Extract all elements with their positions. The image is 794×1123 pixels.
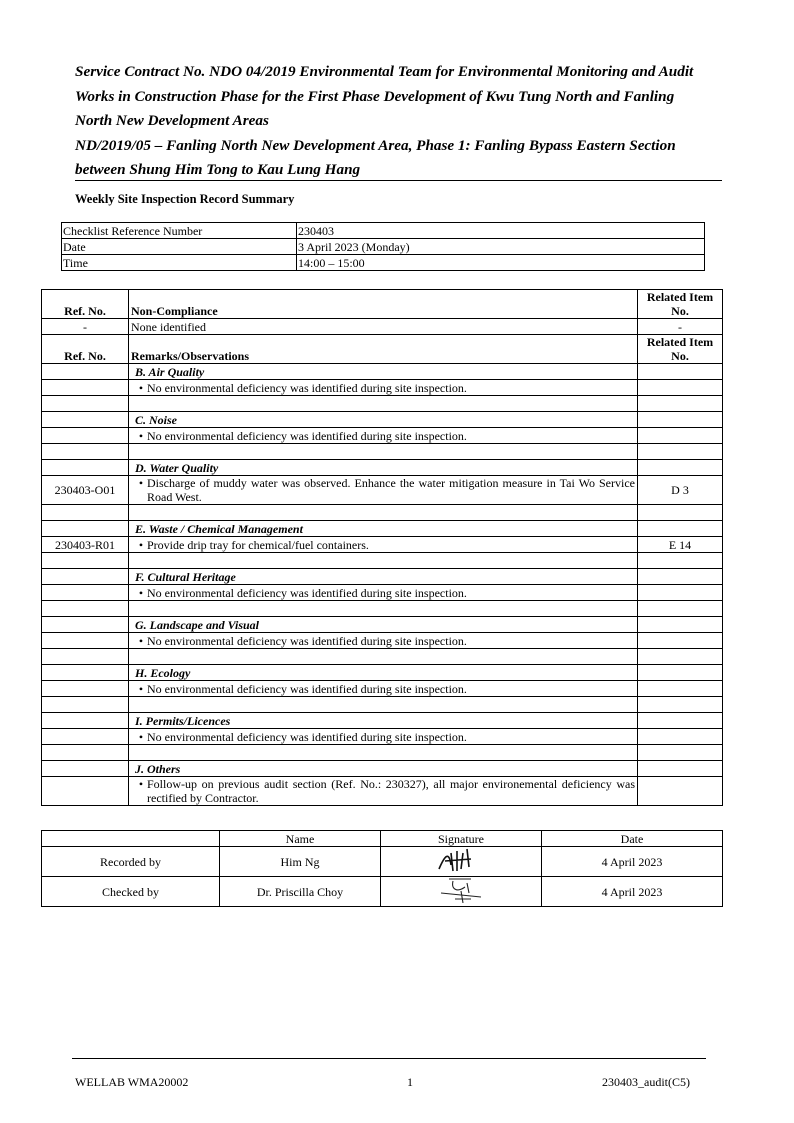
- observation-ref: 230403-O01: [42, 476, 129, 505]
- signoff-row: [42, 877, 723, 907]
- spacer-cell: [129, 553, 638, 569]
- spacer-cell: [638, 505, 723, 521]
- spacer-cell: [638, 444, 723, 460]
- category-item-empty: [638, 761, 723, 777]
- category-title-row: [42, 364, 723, 380]
- related-item-header: Related Item No.: [638, 290, 723, 319]
- spacer-cell: [42, 601, 129, 617]
- spacer-cell: [129, 396, 638, 412]
- category-item-empty: [638, 364, 723, 380]
- category-title-row: [42, 569, 723, 585]
- observation-ref: [42, 729, 129, 745]
- category-ref-empty: [42, 521, 129, 537]
- remarks-header-row: [42, 335, 723, 364]
- noncompliance-header-row: [42, 290, 723, 319]
- ref-header: Ref. No.: [42, 290, 129, 319]
- observation-ref: 230403-R01: [42, 537, 129, 553]
- observation-text: • No environmental deficiency was identified during site inspection.: [129, 633, 638, 649]
- spacer-cell: [42, 553, 129, 569]
- observation-row: [42, 633, 723, 649]
- observation-text: • Discharge of muddy water was observed. Enhance the water mitigation measure in Tai Wo Service Road West.: [129, 476, 638, 505]
- signoff-header-row: [42, 831, 723, 847]
- category-title-row: [42, 460, 723, 476]
- noncompliance-item: -: [638, 319, 723, 335]
- category-title: E. Waste / Chemical Management: [129, 521, 638, 537]
- observation-ref: [42, 777, 129, 806]
- spacer-cell: [42, 505, 129, 521]
- header-divider: [75, 180, 722, 181]
- category-title-row: [42, 521, 723, 537]
- document-header: [75, 60, 715, 183]
- category-item-empty: [638, 569, 723, 585]
- info-value: 230403: [297, 223, 705, 239]
- noncompliance-header: Non-Compliance: [129, 290, 638, 319]
- spacer-row: [42, 505, 723, 521]
- observation-related-item: [638, 777, 723, 806]
- signoff-role: Checked by: [42, 877, 220, 907]
- spacer-cell: [638, 649, 723, 665]
- category-title: F. Cultural Heritage: [129, 569, 638, 585]
- spacer-row: [42, 649, 723, 665]
- observation-ref: [42, 428, 129, 444]
- remarks-header: Remarks/Observations: [129, 335, 638, 364]
- section-title: Weekly Site Inspection Record Summary: [75, 192, 295, 206]
- spacer-row: [42, 553, 723, 569]
- signature-scribble-icon: [431, 877, 491, 903]
- observation-text: • No environmental deficiency was identified during site inspection.: [129, 428, 638, 444]
- info-label: Date: [62, 239, 297, 255]
- spacer-row: [42, 601, 723, 617]
- signoff-name: Him Ng: [220, 847, 381, 877]
- signature-scribble-icon: [431, 847, 491, 873]
- category-item-empty: [638, 412, 723, 428]
- category-title: D. Water Quality: [129, 460, 638, 476]
- observation-text: • No environmental deficiency was identified during site inspection.: [129, 681, 638, 697]
- spacer-row: [42, 396, 723, 412]
- category-item-empty: [638, 521, 723, 537]
- observation-text: • Follow-up on previous audit section (Ref. No.: 230327), all major environemental deficiency was rectified by Contractor.: [129, 777, 638, 806]
- observation-text: • No environmental deficiency was identified during site inspection.: [129, 729, 638, 745]
- observation-ref: [42, 681, 129, 697]
- category-title-row: [42, 713, 723, 729]
- observation-row: [42, 537, 723, 553]
- observation-related-item: [638, 585, 723, 601]
- spacer-cell: [42, 745, 129, 761]
- signature-image: [381, 847, 542, 877]
- category-title: B. Air Quality: [129, 364, 638, 380]
- checklist-info-table: [61, 222, 705, 271]
- observation-related-item: E 14: [638, 537, 723, 553]
- info-value: 14:00 – 15:00: [297, 255, 705, 271]
- category-ref-empty: [42, 713, 129, 729]
- info-row: [62, 239, 705, 255]
- category-ref-empty: [42, 412, 129, 428]
- category-title: I. Permits/Licences: [129, 713, 638, 729]
- category-title: G. Landscape and Visual: [129, 617, 638, 633]
- header-section-title: ND/2019/05 – Fanling North New Development Area, Phase 1: Fanling Bypass Eastern Section between Shung Him Tong to Kau Lung Hang: [75, 136, 676, 178]
- category-title-row: [42, 761, 723, 777]
- spacer-cell: [42, 649, 129, 665]
- signoff-date: 4 April 2023: [542, 877, 723, 907]
- spacer-cell: [42, 697, 129, 713]
- spacer-cell: [129, 649, 638, 665]
- category-ref-empty: [42, 665, 129, 681]
- footer-page-number: 1: [407, 1075, 413, 1089]
- category-title: J. Others: [129, 761, 638, 777]
- category-ref-empty: [42, 460, 129, 476]
- observation-row: [42, 476, 723, 505]
- info-row: [62, 223, 705, 239]
- category-ref-empty: [42, 617, 129, 633]
- signoff-role: Recorded by: [42, 847, 220, 877]
- info-label: Checklist Reference Number: [62, 223, 297, 239]
- name-header: Name: [220, 831, 381, 847]
- spacer-cell: [129, 697, 638, 713]
- spacer-cell: [129, 601, 638, 617]
- observation-related-item: [638, 380, 723, 396]
- spacer-cell: [129, 505, 638, 521]
- noncompliance-desc: None identified: [129, 319, 638, 335]
- category-ref-empty: [42, 364, 129, 380]
- category-ref-empty: [42, 761, 129, 777]
- spacer-cell: [129, 444, 638, 460]
- observation-ref: [42, 633, 129, 649]
- signoff-row: [42, 847, 723, 877]
- ref-header: Ref. No.: [42, 335, 129, 364]
- category-title-row: [42, 665, 723, 681]
- observation-related-item: [638, 633, 723, 649]
- observation-related-item: [638, 729, 723, 745]
- category-item-empty: [638, 665, 723, 681]
- footer-right: 230403_audit(C5): [602, 1075, 690, 1089]
- spacer-cell: [129, 745, 638, 761]
- category-title-row: [42, 617, 723, 633]
- observation-related-item: [638, 428, 723, 444]
- observation-row: [42, 681, 723, 697]
- category-ref-empty: [42, 569, 129, 585]
- related-item-header: Related Item No.: [638, 335, 723, 364]
- observation-row: [42, 585, 723, 601]
- category-item-empty: [638, 713, 723, 729]
- category-item-empty: [638, 617, 723, 633]
- observation-text: • No environmental deficiency was identified during site inspection.: [129, 585, 638, 601]
- observation-related-item: D 3: [638, 476, 723, 505]
- spacer-cell: [42, 444, 129, 460]
- footer-left: WELLAB WMA20002: [75, 1075, 189, 1089]
- info-label: Time: [62, 255, 297, 271]
- date-header: Date: [542, 831, 723, 847]
- observation-row: [42, 380, 723, 396]
- signature-header: Signature: [381, 831, 542, 847]
- signoff-blank-header: [42, 831, 220, 847]
- noncompliance-row: [42, 319, 723, 335]
- header-contract-title: Service Contract No. NDO 04/2019 Environmental Team for Environmental Monitoring and Audit Works in Construction Phase for the First Phase Development of Kwu Tung North and Fanling North New Development Areas: [75, 63, 694, 129]
- observation-text: • Provide drip tray for chemical/fuel containers.: [129, 537, 638, 553]
- spacer-cell: [638, 745, 723, 761]
- signoff-date: 4 April 2023: [542, 847, 723, 877]
- spacer-row: [42, 444, 723, 460]
- spacer-row: [42, 745, 723, 761]
- spacer-cell: [638, 553, 723, 569]
- info-row: [62, 255, 705, 271]
- observation-related-item: [638, 681, 723, 697]
- category-title: C. Noise: [129, 412, 638, 428]
- spacer-cell: [42, 396, 129, 412]
- category-item-empty: [638, 460, 723, 476]
- category-title-row: [42, 412, 723, 428]
- footer-divider: [72, 1058, 706, 1059]
- signature-image: [381, 877, 542, 907]
- signoff-name: Dr. Priscilla Choy: [220, 877, 381, 907]
- observation-row: [42, 729, 723, 745]
- spacer-row: [42, 697, 723, 713]
- observation-row: [42, 777, 723, 806]
- spacer-cell: [638, 601, 723, 617]
- observation-row: [42, 428, 723, 444]
- category-title: H. Ecology: [129, 665, 638, 681]
- observation-text: • No environmental deficiency was identified during site inspection.: [129, 380, 638, 396]
- inspection-table: [41, 289, 723, 806]
- spacer-cell: [638, 697, 723, 713]
- info-value: 3 April 2023 (Monday): [297, 239, 705, 255]
- observation-ref: [42, 380, 129, 396]
- noncompliance-ref: -: [42, 319, 129, 335]
- signoff-table: [41, 830, 723, 907]
- observation-ref: [42, 585, 129, 601]
- spacer-cell: [638, 396, 723, 412]
